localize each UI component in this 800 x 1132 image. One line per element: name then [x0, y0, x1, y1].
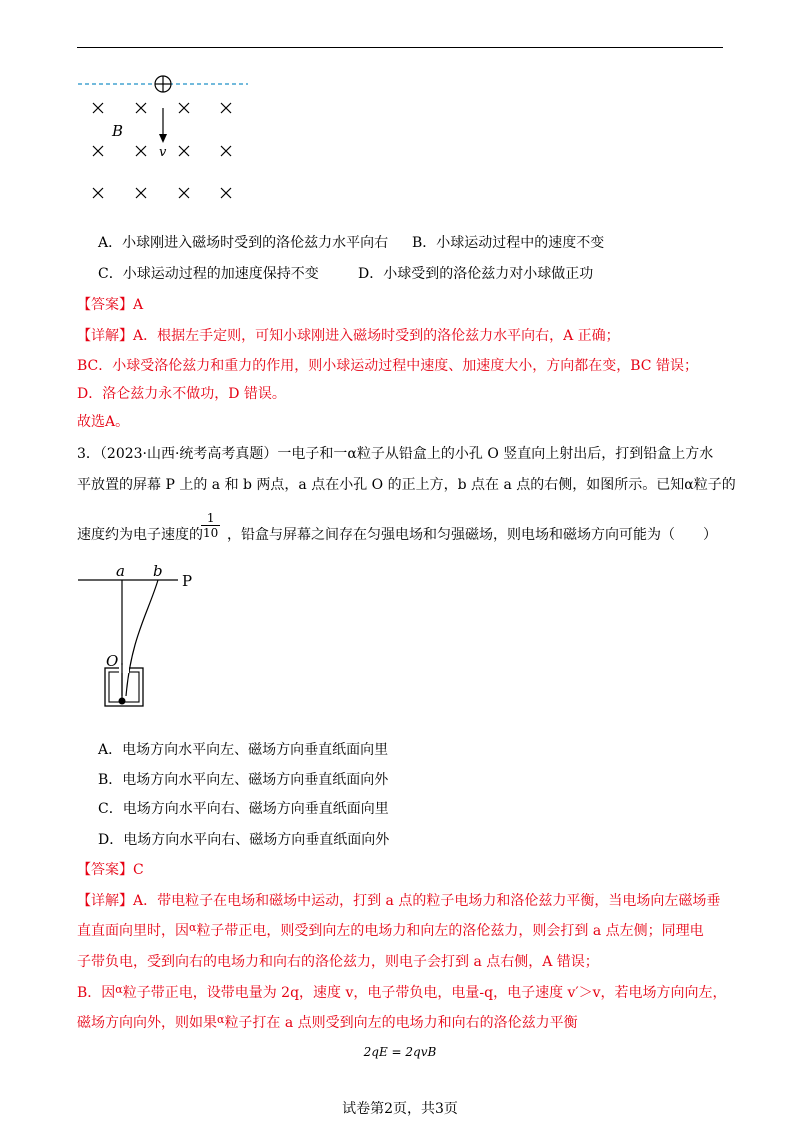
q2-detail-3: D．洛仑兹力永不做功，D 错误。 [77, 386, 286, 402]
q3-option-b: B．电场方向水平向左、磁场方向垂直纸面向外 [98, 772, 389, 788]
q3-detail-2a: 直直面向里时，因 [77, 923, 189, 939]
q2-option-a: A．小球刚进入磁场时受到的洛伦兹力水平向右 [98, 235, 389, 251]
magnetic-field-figure [76, 70, 266, 210]
q3-detail-1: 【详解】A．带电粒子在电场和磁场中运动，打到 a 点的粒子电场力和洛伦兹力平衡，当电场向左磁场垂 [77, 893, 721, 909]
header-rule [77, 47, 723, 48]
lead-box-screen-figure [76, 558, 226, 713]
q2-option-b: B．小球运动过程中的速度不变 [412, 235, 605, 251]
point-b-label: b [153, 562, 163, 580]
q3-option-c: C．电场方向水平向右、磁场方向垂直纸面向里 [98, 801, 389, 817]
hole-O-label: O [106, 652, 119, 670]
q3-detail-5b: 粒子打在 a 点则受到向左的电场力和向右的洛伦兹力平衡 [224, 1015, 578, 1031]
q3-stem-1: 3．（2023·山西·统考高考真题）一电子和一α粒子从铅盒上的小孔 O 竖直向上射出后，打到铅盒上方水 [77, 446, 714, 462]
q3-detail-5a: 磁场方向向外，则如果 [77, 1015, 217, 1031]
q2-detail-1: 【详解】A．根据左手定则，可知小球刚进入磁场时受到的洛伦兹力水平向右，A 正确； [77, 328, 620, 344]
point-a-label: a [116, 562, 125, 580]
q3-stem-2: 平放置的屏幕 P 上的 a 和 b 两点，a 点在小孔 O 的正上方，b 点在 a 点的右侧，如图所示。已知α粒子的 [77, 477, 736, 493]
q3-option-d: D．电场方向水平向右、磁场方向垂直纸面向外 [98, 832, 390, 848]
q3-detail-4 [77, 983, 727, 1004]
q2-answer: 【答案】A [77, 297, 144, 313]
fraction-one-tenth [201, 511, 220, 540]
page-footer: 试卷第2页，共3页 [342, 1101, 458, 1117]
velocity-label: v [159, 145, 167, 160]
q3-option-a: A．电场方向水平向左、磁场方向垂直纸面向里 [98, 742, 389, 758]
q3-detail-4a: B．因 [77, 985, 116, 1001]
q3-detail-2 [77, 921, 704, 942]
q2-option-d: D．小球受到的洛伦兹力对小球做正功 [358, 266, 594, 282]
q3-detail-2b: 粒子带正电，则受到向左的电场力和向左的洛伦兹力，则会打到 a 点左侧；同理电 [196, 923, 704, 939]
q3-detail-3: 子带负电，受到向右的电场力和向右的洛伦兹力，则电子会打到 a 点右侧，A 错误； [77, 954, 599, 970]
q3-detail-5 [77, 1013, 578, 1034]
equation: 2qE = 2qvB [363, 1045, 437, 1059]
fraction-numerator: 1 [206, 511, 215, 525]
q2-detail-2: BC．小球受洛伦兹力和重力的作用，则小球运动过程中速度、加速度大小，方向都在变，BC 错误； [77, 358, 698, 374]
q3-answer: 【答案】C [77, 862, 144, 878]
alpha-symbol: α [115, 983, 123, 996]
q3-detail-4b: 粒子带正电，设带电量为 2q，速度 v，电子带负电，电量-q，电子速度 v′＞v，若电场方向向左， [122, 985, 727, 1001]
alpha-symbol: α [189, 921, 197, 934]
fraction-denominator: 10 [203, 526, 219, 540]
field-B-label: B [112, 122, 124, 140]
q3-stem-3b: ，铅盒与屏幕之间存在匀强电场和匀强磁场，则电场和磁场方向可能为（ ） [227, 527, 717, 543]
q2-option-c: C．小球运动过程的加速度保持不变 [98, 266, 319, 282]
screen-P-label: P [182, 572, 193, 590]
q3-stem-3a: 速度约为电子速度的 [77, 527, 203, 543]
q2-conclusion: 故选A。 [77, 414, 130, 430]
alpha-symbol: α [217, 1013, 225, 1026]
